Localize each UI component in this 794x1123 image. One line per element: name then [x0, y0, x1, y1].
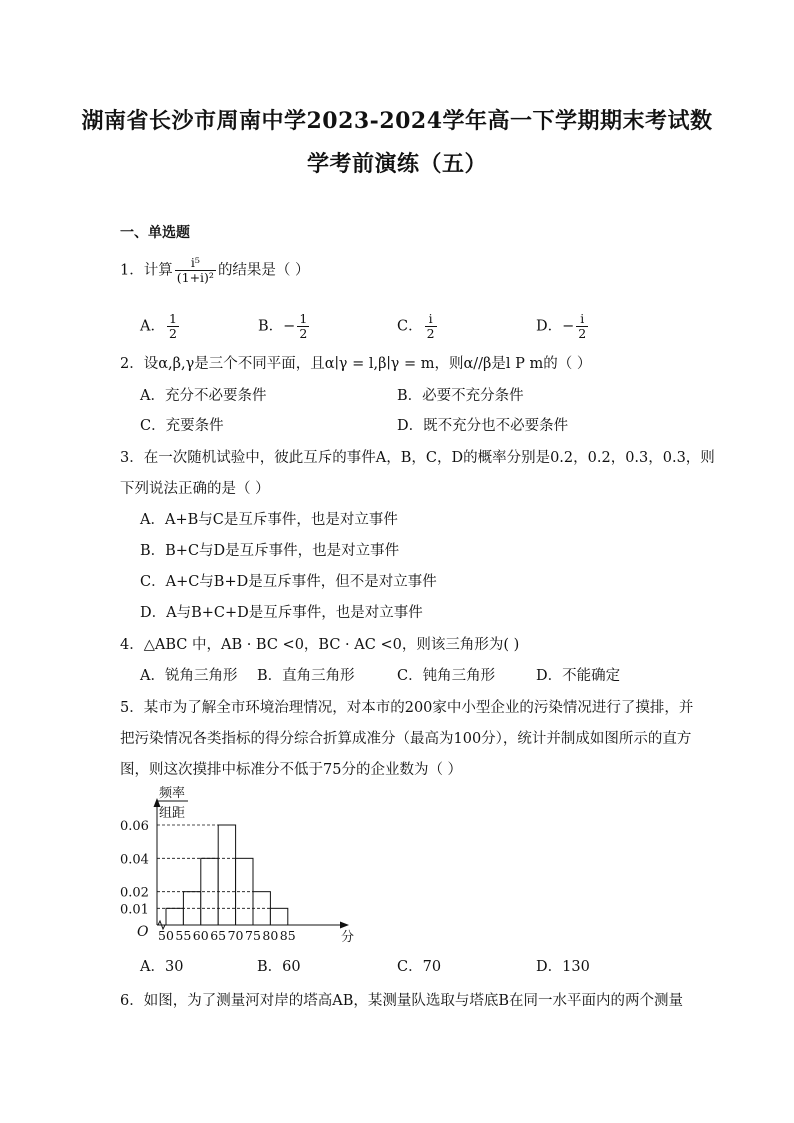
q1-prefix: 1．计算 [120, 262, 173, 279]
question-4: 4．△ABC 中，AB · BC <0，BC · AC <0，则该三角形为( ) [120, 637, 520, 653]
y-tick-label: 0.01 [120, 902, 149, 918]
q5-option-c[interactable]: C．70 [397, 959, 442, 975]
y-tick-label: 0.06 [120, 819, 149, 834]
q4-option-b[interactable]: B．直角三角形 [257, 668, 355, 684]
y-axis-label-bottom: 组距 [159, 806, 186, 821]
q2-option-b[interactable]: B．必要不充分条件 [397, 388, 524, 404]
section-heading: 一、单选题 [120, 225, 190, 241]
q3-option-d[interactable]: D．A与B+C+D是互斥事件，也是对立事件 [140, 605, 423, 621]
option-den: 2 [299, 325, 308, 341]
x-axis-label: 分 [341, 930, 355, 945]
histogram-bar [166, 908, 183, 925]
q1-option-a[interactable] [140, 312, 181, 341]
q1-option-b[interactable] [258, 312, 311, 341]
q1-option-c[interactable] [397, 312, 439, 341]
q3-option-b[interactable]: B．B+C与D是互斥事件，也是对立事件 [140, 543, 400, 559]
option-den: 2 [578, 325, 587, 341]
y-axis-label-top: 频率 [159, 786, 186, 801]
x-tick-label: 75 [245, 928, 261, 943]
question-1 [120, 256, 310, 285]
x-tick-label: 55 [175, 928, 192, 943]
q2-option-c[interactable]: C．充要条件 [140, 418, 224, 434]
question-3-line1: 3．在一次随机试验中，彼此互斥的事件A，B，C，D的概率分别是0.2，0.2，0.3，0.3，则 [120, 450, 715, 466]
option-label: D． [536, 318, 563, 335]
page-title-line1: 湖南省长沙市周南中学2023-2024学年高一下学期期末考试数 [81, 108, 713, 134]
option-fraction [297, 312, 309, 341]
q3-option-a[interactable]: A．A+B与C是互斥事件，也是对立事件 [140, 512, 398, 528]
option-num: i [576, 312, 588, 327]
x-tick-label: 50 [158, 928, 174, 943]
option-den: 2 [426, 325, 435, 341]
q1-option-d[interactable] [536, 312, 590, 341]
histogram-bar [218, 825, 235, 925]
q2-option-d[interactable]: D．既不充分也不必要条件 [397, 418, 569, 434]
q3-option-c[interactable]: C．A+C与B+D是互斥事件，但不是对立事件 [140, 574, 437, 590]
page-title-line2: 学考前演练（五） [306, 151, 487, 177]
x-tick-label: 70 [227, 928, 244, 943]
q5-option-a[interactable]: A．30 [140, 959, 184, 975]
question-6-line1: 6．如图，为了测量河对岸的塔高AB，某测量队选取与塔底B在同一水平面内的两个测量 [120, 993, 684, 1009]
q1-fraction [175, 256, 216, 285]
q5-option-d[interactable]: D．130 [536, 959, 590, 975]
q1-suffix: 的结果是（ ） [217, 262, 310, 279]
x-tick-label: 80 [262, 928, 279, 943]
q4-option-a[interactable]: A．锐角三角形 [140, 668, 238, 684]
origin-label: O [137, 924, 149, 940]
option-fraction [425, 312, 437, 341]
question-5-line1: 5．某市为了解全市环境治理情况，对本市的200家中小型企业的污染情况进行了摸排，并 [120, 700, 694, 716]
option-num: 1 [299, 311, 308, 326]
option-sign: − [562, 318, 575, 335]
option-label: B． [258, 318, 284, 335]
x-axis-arrow [340, 922, 349, 929]
x-tick-label: 85 [279, 928, 296, 943]
option-fraction [576, 312, 588, 341]
option-num: 1 [168, 311, 177, 326]
x-tick-label: 60 [192, 928, 209, 943]
x-tick-label: 65 [210, 928, 227, 943]
q5-option-b[interactable]: B．60 [257, 959, 301, 975]
option-fraction [167, 312, 179, 341]
q4-option-c[interactable]: C．钝角三角形 [397, 668, 496, 684]
option-sign: − [283, 318, 296, 335]
question-5-line2: 把污染情况各类指标的得分综合折算成准分（最高为100分），统计并制成如图所示的直方 [120, 731, 692, 747]
q1-denominator: (1+i)² [176, 269, 214, 285]
q2-option-a[interactable]: A．充分不必要条件 [140, 388, 267, 404]
option-label: C． [397, 318, 423, 335]
option-label: A． [140, 318, 165, 335]
q1-numerator: i⁵ [175, 256, 216, 271]
option-num: i [425, 312, 437, 327]
question-5-line3: 图，则这次摸排中标准分不低于75分的企业数为（ ） [120, 762, 463, 778]
histogram-chart [112, 786, 372, 946]
y-tick-label: 0.02 [120, 885, 149, 901]
question-3-line2: 下列说法正确的是（ ） [120, 481, 270, 497]
q4-option-d[interactable]: D．不能确定 [536, 668, 621, 684]
question-2: 2．设α,β,γ是三个不同平面，且α∣γ = l,β∣γ = m，则α//β是l P m的（ ） [120, 356, 592, 372]
y-tick-label: 0.04 [120, 852, 149, 868]
option-den: 2 [168, 325, 177, 341]
histogram-bar [270, 908, 287, 925]
